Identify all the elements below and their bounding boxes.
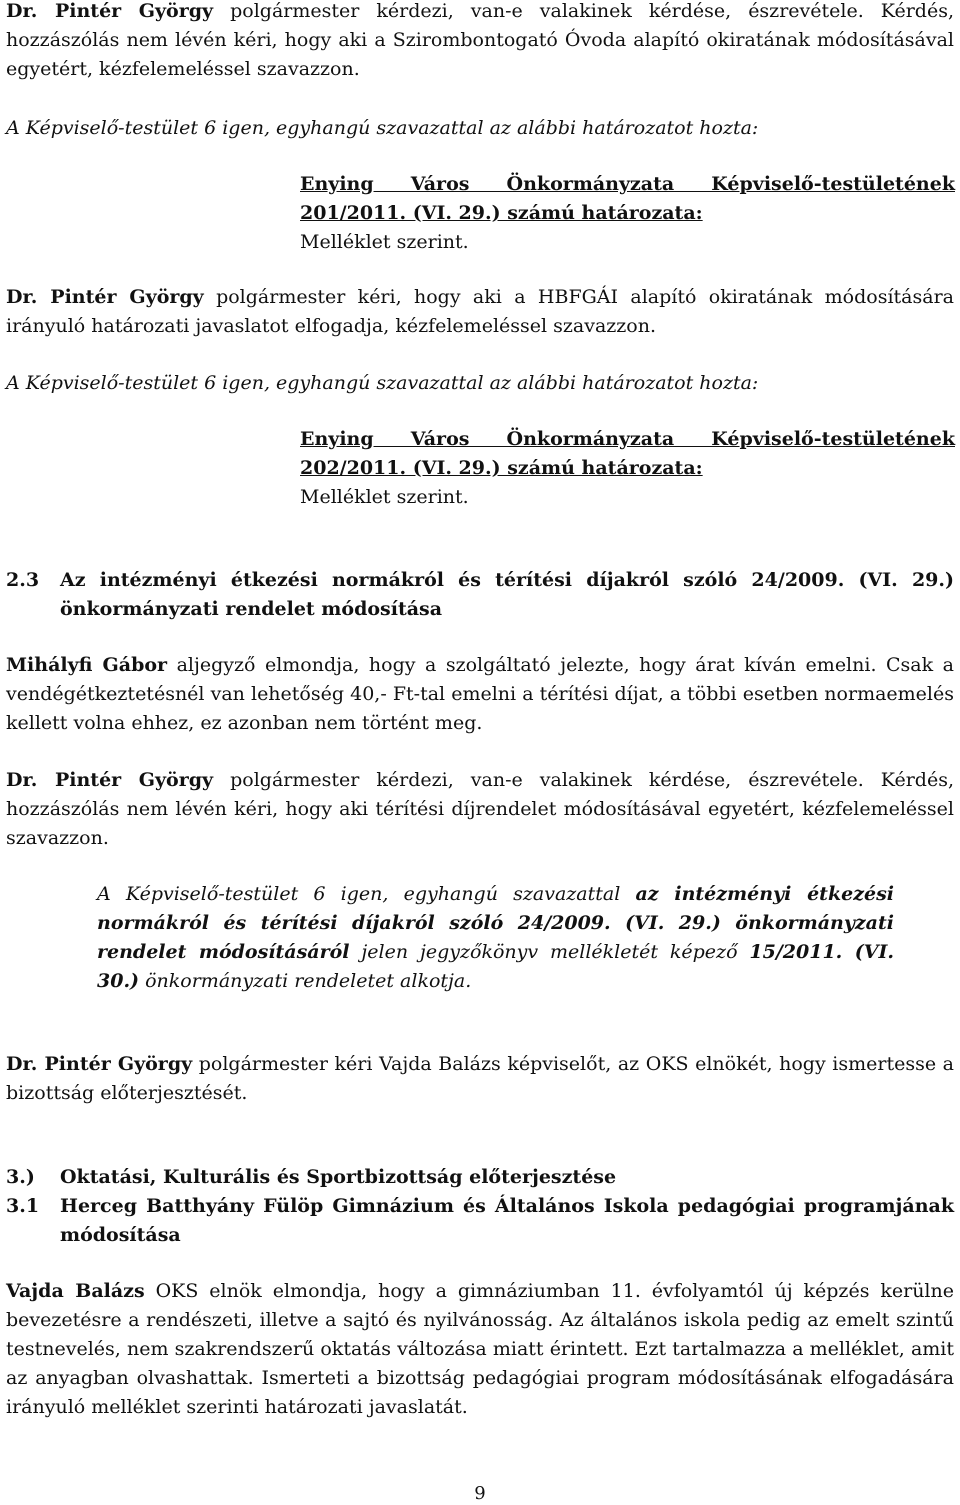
- paragraph-text: polgármester kéri, hogy aki a HBFGÁI alapító okiratának módosítására irányuló határozati javaslatot elfogadja, kézfelemeléssel szavazzon.: [6, 286, 954, 337]
- speaker-name: Dr. Pintér György: [6, 1053, 193, 1075]
- decree-statement: [97, 880, 894, 996]
- vote-statement-2: A Képviselő-testület 6 igen, egyhangú szavazattal az alábbi határozatot hozta:: [6, 372, 759, 394]
- paragraph-text: polgármester kérdezi, van-e valakinek kérdése, észrevétele. Kérdés, hozzászólás nem lévén kéri, hogy aki a Szirombontogató Óvoda alapító okiratának módosításával egyetért, kézfelemeléssel szavazzon.: [6, 0, 954, 80]
- resolution-title-line2: 201/2011. (VI. 29.) számú határozata:: [300, 202, 703, 224]
- speaker-name: Dr. Pintér György: [6, 286, 204, 308]
- page-number: 9: [474, 1483, 486, 1504]
- section-heading-3: [6, 1163, 954, 1192]
- resolution-title-line1: Enying Város Önkormányzata Képviselő-testületének: [300, 428, 955, 450]
- resolution-block-1: [300, 170, 955, 257]
- decree-part: A Képviselő-testület 6 igen, egyhangú szavazattal: [97, 883, 636, 905]
- section-title: Herceg Batthyány Fülöp Gimnázium és Általános Iskola pedagógiai programjának módosítása: [60, 1195, 954, 1246]
- speaker-name: Dr. Pintér György: [6, 769, 214, 791]
- paragraph-text: polgármester kérdezi, van-e valakinek kérdése, észrevétele. Kérdés, hozzászólás nem lévén kéri, hogy aki térítési díjrendelet módosításával egyetért, kézfelemeléssel szavazzon.: [6, 769, 954, 849]
- section-number: 3.1: [6, 1195, 40, 1217]
- paragraph-deputy-notary: [6, 651, 954, 738]
- vote-statement-1: A Képviselő-testület 6 igen, egyhangú szavazattal az alábbi határozatot hozta:: [6, 117, 759, 139]
- paragraph-mayor-request-5: [6, 1050, 954, 1108]
- paragraph-mayor-request-2: [6, 283, 954, 341]
- resolution-title-line2: 202/2011. (VI. 29.) számú határozata:: [300, 457, 703, 479]
- decree-number: 15/2011. (VI. 30.): [97, 941, 894, 992]
- paragraph-committee-chair: [6, 1277, 954, 1422]
- decree-part: jelen jegyzőkönyv mellékletét képező: [349, 941, 750, 963]
- speaker-name: Dr. Pintér György: [6, 0, 214, 22]
- section-heading-2-3: [6, 566, 954, 624]
- speaker-name: Mihályfi Gábor: [6, 654, 168, 676]
- section-title: Az intézményi étkezési normákról és térítési díjakról szóló 24/2009. (VI. 29.) önkormányzati rendelet módosítása: [60, 569, 954, 620]
- paragraph-mayor-question-4: [6, 766, 954, 853]
- section-title: Oktatási, Kulturális és Sportbizottság előterjesztése: [60, 1166, 617, 1188]
- resolution-title-line1: Enying Város Önkormányzata Képviselő-testületének: [300, 173, 955, 195]
- section-number: 3.): [6, 1166, 35, 1188]
- section-number: 2.3: [6, 569, 40, 591]
- paragraph-text: OKS elnök elmondja, hogy a gimnáziumban 11. évfolyamtól új képzés kerülne bevezetésre a rendészeti, illetve a sajtó és nyilvánosság. Az általános iskola pedig az emelt szintű testnevelés, nem szakrendszerű oktatás változása miatt érintett. Ezt tartalmazza a melléklet, amit az anyagban olvashattak. Ismerteti a bizottság pedagógiai program módosításának elfogadására irányuló melléklet szerinti határozati javaslatát.: [6, 1280, 954, 1418]
- resolution-body: Melléklet szerint.: [300, 231, 469, 253]
- decree-title: az intézményi étkezési normákról és térítési díjakról szóló 24/2009. (VI. 29.) önkormányzati rendelet módosításáról: [97, 883, 894, 963]
- paragraph-mayor-question-1: [6, 0, 954, 84]
- paragraph-text: aljegyző elmondja, hogy a szolgáltató jelezte, hogy árat kíván emelni. Csak a vendégétkeztetésnél van lehetőség 40,- Ft-tal emelni a térítési díjat, a többi esetben normaemelés kellett volna ehhez, ez azonban nem történt meg.: [6, 654, 954, 734]
- resolution-block-2: [300, 425, 955, 512]
- decree-part: önkormányzati rendeletet alkotja.: [139, 970, 472, 992]
- section-heading-3-1: [6, 1192, 954, 1250]
- resolution-body: Melléklet szerint.: [300, 486, 469, 508]
- paragraph-text: polgármester kéri Vajda Balázs képviselőt, az OKS elnökét, hogy ismertesse a bizottság előterjesztését.: [6, 1053, 954, 1104]
- speaker-name: Vajda Balázs: [6, 1280, 145, 1302]
